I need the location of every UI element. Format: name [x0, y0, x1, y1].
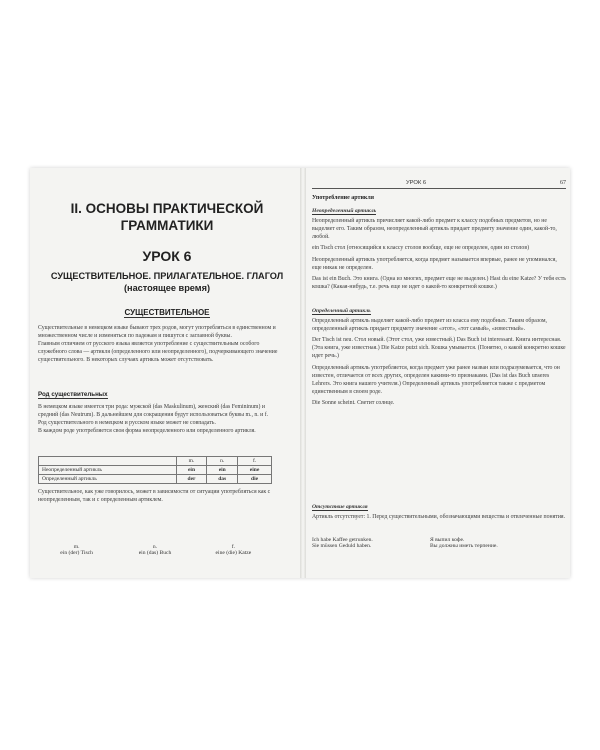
noun-example: eine (die) Katze — [215, 550, 252, 556]
russian-translation: Я выпил кофе. — [430, 537, 465, 543]
usage-text — [38, 488, 278, 504]
definite-text — [312, 317, 566, 407]
right-page — [306, 168, 570, 578]
absent-paragraph: Артикль отсутствует: 1. Перед существительными, обозначающими вещества и отвлеченные понятия. — [312, 514, 566, 520]
lesson-subtitle: СУЩЕСТВИТЕЛЬНОЕ. ПРИЛАГАТЕЛЬНОЕ. ГЛАГОЛ (настоящее время) — [50, 271, 284, 293]
lesson-title: УРОК 6 — [142, 248, 192, 264]
absent-heading — [312, 504, 368, 510]
indefinite-examples: Das ist ein Buch. Это книга. (Одна из многих, предмет еще не выделен.) Hast du eine Katze? У тебя есть кошка? (Какая-нибудь, т.е. речь еще не идет о какой-то конкретной кошке.) — [312, 276, 566, 290]
intro-paragraph-1: Существительные в немецком языке бывают трех родов, могут употребляться в единственном и множественном числе и изменяться по падежам и пишутся с заглавной буквы. — [38, 325, 276, 339]
table-header-row — [39, 457, 272, 466]
gender-heading-text: Род существительных — [38, 391, 108, 398]
table-cell: die — [238, 475, 272, 484]
noun-subheading — [50, 308, 284, 317]
table-cell: das — [207, 475, 238, 484]
example-pair — [312, 543, 566, 549]
book-spread — [30, 168, 570, 578]
table-header-cell: f. — [238, 457, 272, 466]
definite-heading — [312, 308, 371, 314]
noun-example: ein (das) Buch — [138, 550, 172, 556]
article-table — [38, 456, 272, 484]
gender-paragraph: В немецком языке имеется три рода: мужской (das Maskulinum), женский (das Femininum) и средний (das Neutrum). В дальнейшем для сокращения будут использоваться буквы m., n. и f. Род существительного в немецком и русском языке может не совпадать. — [38, 404, 269, 426]
german-sentence: Sie müssen Geduld haben. — [312, 543, 372, 549]
table-cell: ein — [176, 466, 207, 475]
table-header-cell — [39, 457, 177, 466]
table-cell: Определенный артикль — [39, 475, 177, 484]
indefinite-text — [312, 217, 566, 291]
noun-subheading-text: СУЩЕСТВИТЕЛЬНОЕ — [124, 308, 210, 317]
gender-text — [38, 403, 278, 435]
russian-translation: Вы должны иметь терпение. — [430, 543, 498, 549]
gender-label: n. — [152, 544, 158, 550]
german-sentence: Ich habe Kaffee getrunken. — [312, 537, 373, 543]
running-header — [312, 180, 566, 189]
indefinite-example: ein Tisch стол (относящийся к классу столов вообще, еще не определен, один из столов) — [312, 245, 529, 251]
noun-examples — [38, 544, 272, 556]
section-title: II. ОСНОВЫ ПРАКТИЧЕСКОЙ ГРАММАТИКИ — [70, 201, 264, 233]
table-header-cell: m. — [176, 457, 207, 466]
article-usage-heading: Употребление артикля — [312, 195, 374, 201]
table-cell: ein — [207, 466, 238, 475]
sun-example: Die Sonne scheint. Светит солнце. — [312, 400, 395, 406]
intro-text — [38, 324, 278, 364]
page-number: 67 — [560, 180, 566, 186]
indefinite-paragraph: Неопределенный артикль причисляет какой-либо предмет к классу подобных предметов, но не выделяет его. Таким образом, неопределенный артикль придает предмету значение один, какой-то, любой. — [312, 218, 557, 240]
gender-label: m. — [73, 544, 80, 550]
definite-heading-text: Определенный артикль — [312, 308, 371, 314]
absent-text — [312, 513, 566, 521]
definite-paragraph: Определенный артикль выделяет какой-либо предмет из класса ему подобных. Таким образом, определенный артикль придает предмету значение «этот», «тот самый», «известный». — [312, 318, 548, 332]
noun-example: ein (der) Tisch — [60, 550, 93, 556]
gender-label: f. — [231, 544, 236, 550]
usage-paragraph: Существительное, как уже говорилось, может в зависимости от ситуации употребляться как с неопределенным, так и с определенным артиклем. — [38, 489, 271, 503]
definite-examples: Der Tisch ist neu. Стол новый. (Этот стол, уже известный.) Das Buch ist interessant. Книга интересная. (Эта книга, уже известная.) Die Katze putzt sich. Кошка умывается. (Понятно, о какой конкретно кошке идет речь.) — [312, 337, 566, 359]
table-cell: eine — [238, 466, 272, 475]
nouns-row — [38, 550, 272, 556]
left-page — [30, 168, 300, 578]
intro-paragraph-2: Главным отличием от русского языка является употребление с существительным особого служебного слова — артикля (определенного или неопределенного), подчеркивающего значение существительного. В некоторых случаях артикль может отсутствовать. — [38, 341, 278, 363]
table-cell: der — [176, 475, 207, 484]
table-header-cell: n. — [207, 457, 238, 466]
absent-examples — [312, 537, 566, 549]
table-row — [39, 475, 272, 484]
running-header-lesson: УРОК 6 — [406, 180, 427, 186]
indefinite-heading-text: Неопределенный артикль — [312, 208, 377, 214]
indefinite-heading — [312, 208, 376, 214]
absent-heading-text: Отсутствие артикля — [312, 504, 368, 510]
gender-heading — [38, 391, 108, 398]
table-cell: Неопределенный артикль — [39, 466, 177, 475]
table-caption: В каждом роде употребляется своя форма неопределенного или определенного артикля. — [38, 428, 256, 434]
definite-usage: Определенный артикль употребляется, когда предмет уже ранее назван или подразумевается, что он известен, отличается от всех других, определен какими-то признаками. (Das ist das Buch unseres Lehrers. Это книга нашего учителя.) Определенный артикль употребляется также с предметом единственным в своем роде. — [312, 365, 560, 395]
indefinite-usage: Неопределенный артикль употребляется, когда предмет называется впервые, ранее не упоминался, еще никак не определен. — [312, 257, 557, 271]
table-row — [39, 466, 272, 475]
